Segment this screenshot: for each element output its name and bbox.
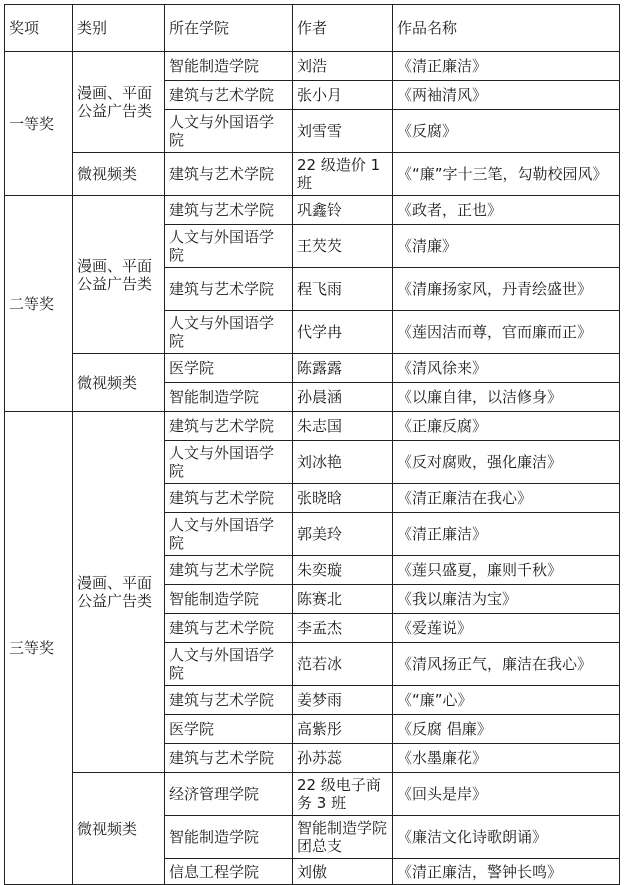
title-cell: 《两袖清风》 [393,81,620,110]
table-row [5,412,620,441]
category-cell: 漫画、平面公益广告类 [73,52,165,153]
author-cell: 张小月 [293,81,393,110]
college-cell: 建筑与艺术学院 [165,196,293,225]
title-cell: 《“廉”心》 [393,686,620,715]
author-cell: 张晓晗 [293,484,393,513]
author-cell: 姜梦雨 [293,686,393,715]
title-cell: 《反腐 倡廉》 [393,715,620,744]
author-cell: 朱奕璇 [293,556,393,585]
author-cell: 高紫彤 [293,715,393,744]
author-cell: 陈露露 [293,354,393,383]
category-cell: 漫画、平面公益广告类 [73,196,165,354]
college-cell: 建筑与艺术学院 [165,412,293,441]
table-row [5,153,620,196]
author-cell: 孙晨涵 [293,383,393,412]
college-cell: 建筑与艺术学院 [165,268,293,311]
title-cell: 《莲只盛夏，廉则千秋》 [393,556,620,585]
title-cell: 《清正廉洁，警钟长鸣》 [393,859,620,885]
title-cell: 《清风扬正气，廉洁在我心》 [393,643,620,686]
college-cell: 人文与外国语学院 [165,110,293,153]
author-cell: 刘冰艳 [293,441,393,484]
category-cell: 微视频类 [73,153,165,196]
header-college: 所在学院 [165,5,293,52]
author-cell: 刘雪雪 [293,110,393,153]
award-cell: 三等奖 [5,412,73,885]
college-cell: 智能制造学院 [165,816,293,859]
title-cell: 《清廉》 [393,225,620,268]
header-category: 类别 [73,5,165,52]
category-cell: 微视频类 [73,773,165,885]
header-row [5,5,620,52]
title-cell: 《清正廉洁》 [393,513,620,556]
category-cell: 微视频类 [73,354,165,412]
author-cell: 李孟杰 [293,614,393,643]
author-cell: 陈赛北 [293,585,393,614]
college-cell: 智能制造学院 [165,52,293,81]
author-cell: 朱志国 [293,412,393,441]
author-cell: 22 级造价 1 班 [293,153,393,196]
college-cell: 建筑与艺术学院 [165,556,293,585]
college-cell: 人文与外国语学院 [165,441,293,484]
college-cell: 经济管理学院 [165,773,293,816]
college-cell: 建筑与艺术学院 [165,153,293,196]
category-cell: 漫画、平面公益广告类 [73,412,165,773]
college-cell: 人文与外国语学院 [165,311,293,354]
author-cell: 22 级电子商务 3 班 [293,773,393,816]
author-cell: 刘傲 [293,859,393,885]
title-cell: 《爱莲说》 [393,614,620,643]
author-cell: 代学冉 [293,311,393,354]
table-row [5,52,620,81]
title-cell: 《回头是岸》 [393,773,620,816]
header-author: 作者 [293,5,393,52]
table-row [5,773,620,816]
author-cell: 郭美玲 [293,513,393,556]
author-cell: 程飞雨 [293,268,393,311]
award-cell: 一等奖 [5,52,73,196]
title-cell: 《以廉自律，以洁修身》 [393,383,620,412]
college-cell: 医学院 [165,354,293,383]
awards-table [4,4,620,885]
college-cell: 信息工程学院 [165,859,293,885]
table-row [5,354,620,383]
college-cell: 人文与外国语学院 [165,225,293,268]
award-cell: 二等奖 [5,196,73,412]
college-cell: 医学院 [165,715,293,744]
college-cell: 建筑与艺术学院 [165,484,293,513]
title-cell: 《政者，正也》 [393,196,620,225]
college-cell: 智能制造学院 [165,383,293,412]
title-cell: 《“廉”字十三笔，勾勒校园风》 [393,153,620,196]
title-cell: 《清廉扬家风，丹青绘盛世》 [393,268,620,311]
title-cell: 《清正廉洁》 [393,52,620,81]
title-cell: 《莲因洁而尊，官而廉而正》 [393,311,620,354]
college-cell: 智能制造学院 [165,585,293,614]
author-cell: 范若冰 [293,643,393,686]
college-cell: 人文与外国语学院 [165,643,293,686]
college-cell: 建筑与艺术学院 [165,744,293,773]
title-cell: 《廉洁文化诗歌朗诵》 [393,816,620,859]
table-row [5,196,620,225]
title-cell: 《水墨廉花》 [393,744,620,773]
college-cell: 建筑与艺术学院 [165,614,293,643]
college-cell: 人文与外国语学院 [165,513,293,556]
title-cell: 《我以廉洁为宝》 [393,585,620,614]
header-title: 作品名称 [393,5,620,52]
college-cell: 建筑与艺术学院 [165,686,293,715]
author-cell: 王芡芡 [293,225,393,268]
title-cell: 《清正廉洁在我心》 [393,484,620,513]
title-cell: 《反对腐败，强化廉洁》 [393,441,620,484]
title-cell: 《反腐》 [393,110,620,153]
author-cell: 智能制造学院团总支 [293,816,393,859]
author-cell: 刘浩 [293,52,393,81]
author-cell: 孙苏蕊 [293,744,393,773]
author-cell: 巩鑫铃 [293,196,393,225]
header-award: 奖项 [5,5,73,52]
college-cell: 建筑与艺术学院 [165,81,293,110]
title-cell: 《正廉反腐》 [393,412,620,441]
title-cell: 《清风徐来》 [393,354,620,383]
